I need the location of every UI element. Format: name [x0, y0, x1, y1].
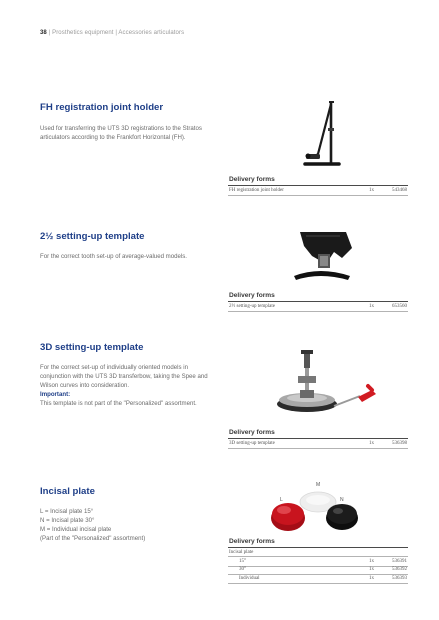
important-label: Important:	[40, 391, 71, 398]
fh-holder-image	[295, 98, 350, 170]
page-header	[40, 30, 184, 36]
table-row	[228, 301, 408, 312]
product-qty: 1x	[369, 567, 374, 572]
product-qty: 1x	[369, 441, 374, 446]
section-title-incisal-plate: Incisal plate	[40, 486, 95, 497]
section-description-3d-template: For the correct set-up of individually oriented models in conjunction with the UTS 3D transferbow, taking the Spee and Wilson curves into consideration.	[40, 364, 208, 389]
product-name: Individual	[239, 576, 260, 581]
image-label-l: L	[280, 497, 283, 503]
product-code: 543468	[392, 188, 407, 193]
3d-template-image	[272, 346, 382, 418]
section-title-setting-up-template: 2½ setting-up template	[40, 231, 145, 242]
product-name: FH registration joint holder	[229, 188, 284, 193]
product-code: 536391	[392, 559, 407, 564]
product-qty: 1x	[369, 576, 374, 581]
table-row	[228, 574, 408, 584]
product-name: 15°	[239, 559, 246, 564]
section-description-fh-holder: Used for transferring the UTS 3D registrations to the Stratos articulators according to the Frankfort Horizontal (FH).	[40, 125, 202, 141]
product-code: 536398	[392, 441, 407, 446]
product-qty: 1x	[369, 188, 374, 193]
table-row	[228, 185, 408, 196]
delivery-forms-title-fh-holder: Delivery forms	[229, 176, 275, 183]
table-row	[228, 438, 408, 449]
setting-up-template-image	[290, 226, 360, 284]
product-code: 536392	[392, 567, 407, 572]
image-label-m: M	[316, 482, 321, 488]
product-code: 536393	[392, 576, 407, 581]
incisal-line: L = Incisal plate 15°	[40, 508, 94, 515]
important-text: This template is not part of the "Personalized" assortment.	[40, 400, 197, 407]
table-header-label: Incisal plate	[229, 550, 254, 555]
product-qty: 1x	[369, 304, 374, 309]
image-label-n: N	[340, 497, 344, 503]
incisal-plate-list	[40, 507, 240, 543]
incisal-line: N = Incisal plate 30°	[40, 517, 95, 524]
delivery-forms-title-3d-template: Delivery forms	[229, 429, 275, 436]
product-name: 3D setting-up template	[229, 441, 275, 446]
product-qty: 1x	[369, 559, 374, 564]
product-name: 30°	[239, 567, 246, 572]
important-note	[40, 390, 220, 408]
incisal-line: M = Individual incisal plate	[40, 526, 112, 533]
header-separator: |	[48, 30, 51, 36]
breadcrumb: Prosthetics equipment | Accessories articulators	[52, 30, 185, 36]
product-code: 653560	[392, 304, 407, 309]
section-description-setting-up-template: For the correct tooth set-up of average-valued models.	[40, 253, 188, 260]
delivery-forms-title-setting-up-template: Delivery forms	[229, 292, 275, 299]
product-name: 2½ setting-up template	[229, 304, 275, 309]
section-title-fh-holder: FH registration joint holder	[40, 102, 164, 113]
page-number: 38	[40, 30, 47, 36]
section-title-3d-template: 3D setting-up template	[40, 342, 144, 353]
delivery-forms-title-incisal-plate: Delivery forms	[229, 538, 275, 545]
incisal-line: (Part of the "Personalized" assortment)	[40, 535, 146, 542]
